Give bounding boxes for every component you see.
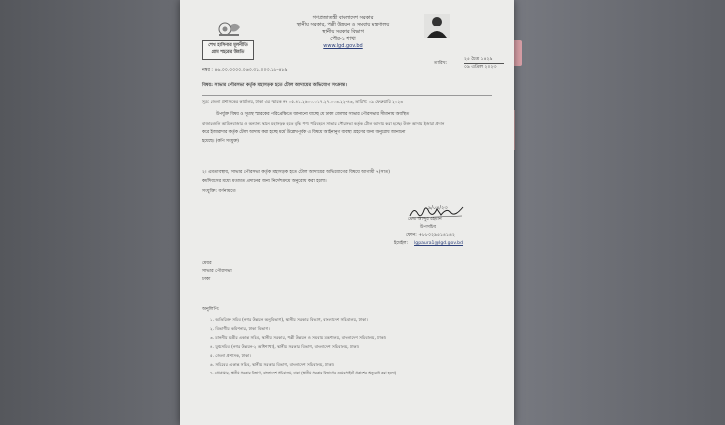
reference-line: সূত্র: জেলা প্রশাসকের কার্যালয়, ঢাকা এর স্মারক নং ০৫.৪১.২৬০০.০১৭.২৭.০০৩.২২-৪৩, তারিখ: ০৯ ফেব্রুয়ারি ২০২৩	[202, 99, 403, 104]
attachment-line: সংযুক্তি: বর্ণনামতে	[202, 189, 236, 194]
copy-item: ৭. প্রোগ্রামার, স্থানীয় সরকার বিভাগ, বাংলাদেশ সচিবালয়, ঢাকা (স্থানীয় সরকার বিভাগের ওয়েবসাইটে প্রকাশের অনুরোধ করা হলো)	[210, 371, 397, 375]
header-website-link[interactable]: www.lgd.gov.bd	[323, 43, 363, 49]
copies-title: অনুলিপি:	[202, 307, 220, 312]
header-division: স্থানীয় সরকার বিভাগ	[322, 29, 364, 35]
paragraph-1-line: করে ইজারাদার কর্তৃক টোল আদায় করা হচ্ছে মর্মে উল্লেখপূর্বক এ বিষয়ে আইনানুগ ব্যবস্থা গ্রহণের জন্য অনুরোধ জানানো	[202, 130, 406, 135]
portrait-emblem-icon	[424, 14, 450, 38]
signer-name: মোঃ আব্দুর রহমান	[408, 217, 442, 222]
stamp-line2: গ্রাম শহরের উন্নতি	[211, 50, 245, 55]
copy-item: ৬. সচিবের একান্ত সচিব, স্থানীয় সরকার বিভাগ, বাংলাদেশ সচিবালয়, ঢাকা।	[210, 362, 335, 367]
header-ministry: স্থানীয় সরকার, পল্লী উন্নয়ন ও সমবায় মন্ত্রণালয়	[296, 22, 390, 28]
copy-item: ৪. যুগ্মসচিব (নগর উন্নয়ন-২ অধিশাখা), স্থানীয় সরকার বিভাগ, বাংলাদেশ সচিবালয়, ঢাকা।	[210, 344, 360, 349]
signer-designation: উপসচিব	[420, 225, 437, 230]
ministry-logo-icon	[216, 20, 242, 38]
recipient-title: মেয়র	[202, 261, 212, 266]
header-govt: গণপ্রজাতন্ত্রী বাংলাদেশ সরকার	[312, 15, 374, 21]
signer-phone: ফোন: +৮৮০২৯৫১৪১৪২	[406, 233, 455, 238]
paragraph-1-line: উপর্যুক্ত বিষয় ও সূত্রস্থ স্মারকের পরিপ্রেক্ষিতে জানানো যাচ্ছে যে ঢাকা জেলার সাভার পৌরসভার সীমানায় অবস্থিত	[216, 112, 410, 117]
date-divider	[464, 63, 504, 64]
recipient-office: সাভার পৌরসভা	[202, 269, 232, 274]
divider	[202, 95, 492, 96]
stamp-line1: শেখ হাসিনার মূলনীতি	[208, 43, 248, 48]
background-left	[0, 0, 182, 425]
memo-date-bangla: ২৫ চৈত্র ১৪২৯	[464, 57, 493, 62]
signer-email-link[interactable]: lgpaura1@lgd.gov.bd	[414, 241, 464, 246]
header-branch: পৌর-১ শাখা	[330, 36, 356, 42]
copy-item: ৩. মাননীয় মন্ত্রীর একান্ত সচিব, স্থানীয় সরকার, পল্লী উন্নয়ন ও সমবায় মন্ত্রণালয়, বাংলাদেশ সচিবালয়, ঢাকা।	[210, 335, 387, 340]
paragraph-1-line: হয়েছে। (কপি সংযুক্ত)	[202, 139, 239, 144]
copy-item: ৫. জেলা প্রশাসক, ঢাকা।	[210, 353, 251, 358]
copy-item: ২. বিভাগীয় কমিশনার, ঢাকা বিভাগ।	[210, 326, 270, 331]
slogan-stamp	[202, 40, 254, 60]
document-page	[180, 0, 514, 425]
memo-number: নম্বর : ৪৬.০০.০০০০.০৬৩.৩১.০০৩.১৮-৪৮৯	[202, 68, 288, 73]
background-right	[514, 0, 725, 425]
paragraph-2-line: কর্মদিবসের মধ্যে মতামত প্রদানের জন্য নির্দেশক্রমে অনুরোধ করা হলো।	[202, 179, 327, 184]
signature-date: ৯/০৪/২৩	[428, 205, 448, 211]
memo-date-label: তারিখ:	[434, 61, 448, 66]
recipient-city: ঢাকা	[202, 277, 211, 282]
paragraph-1-line: বাজারগুলি আমিনবাজার ও অন্যান্য স্থানে মহাসড়ক হতে বৃদ্ধি পণ্য পরিবহনে সাভার পৌরসভা কর্তৃক টোল আদায় করা হচ্ছে। উক্ত আদায় ইজারা প্রদান	[202, 121, 445, 126]
copy-item: ১. অতিরিক্ত সচিব (নগর উন্নয়ন অনুবিভাগ), স্থানীয় সরকার বিভাগ, বাংলাদেশ সচিবালয়, ঢাকা।	[210, 317, 368, 322]
subject-line: বিষয়: সাভার পৌরসভা কর্তৃক মহাসড়ক হতে টোল আদায়ের অভিযোগ সংক্রান্ত।	[202, 83, 347, 88]
paragraph-2-line: ২। এমতাবস্থায়, সাভার পৌরসভা কর্তৃক মহাসড়ক হতে টোল আদায়ের অভিযোগের বিষয়ে আগামী ৭(সাত)	[202, 170, 390, 175]
signer-email-label: ইমেইল:	[394, 241, 409, 246]
memo-date-english: ০৯ এপ্রিল ২০২৩	[464, 65, 497, 70]
